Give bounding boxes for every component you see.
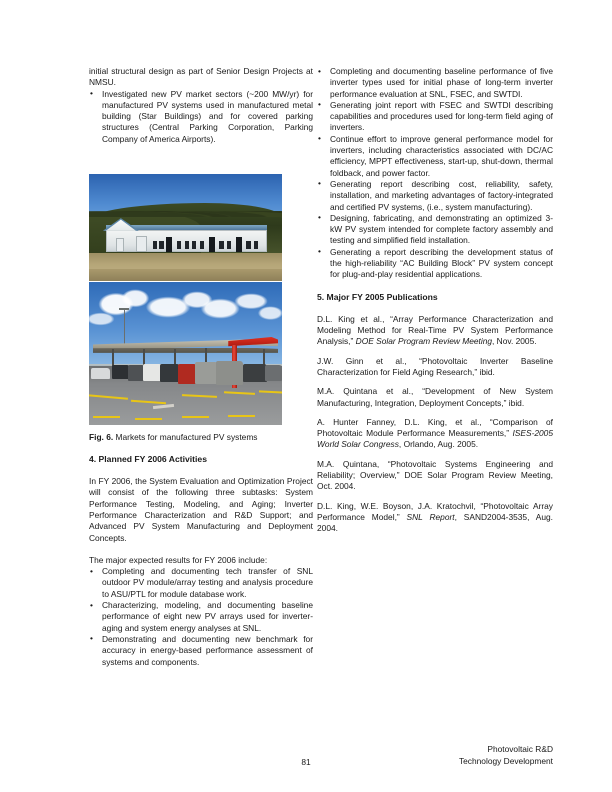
list-item: • Investigated new PV market sectors (~200 MW/yr) for manufactured PV systems used in manufactured metal building (Star Buildings) and for covered parking structures (Central Parking Corporation, Parking Company of America Airports). — [89, 89, 313, 145]
parking-stripe — [182, 416, 209, 418]
list-item: • Generating joint report with FSEC and SWTDI describing capabilities and procedures used for long-term field aging of inverters. — [317, 100, 553, 134]
vehicle — [112, 365, 129, 379]
continued-paragraph: initial structural design as part of Senior Design Projects at NMSU. — [89, 66, 313, 88]
list-item: • Generating report describing cost, reliability, safety, installation, and marketing advantages of factory-integrated and certified PV systems, (i.e., system manufacturing). — [317, 179, 553, 213]
reference-list — [317, 314, 553, 535]
building-bay-door — [209, 237, 215, 252]
list-item: • Completing and documenting baseline performance of five inverter types used for initial phase of long-term inverter performance evaluation at SNL, FSEC, and SWTDI. — [317, 66, 553, 100]
treeline — [89, 207, 282, 217]
building-door — [116, 238, 124, 252]
parking-stripe — [93, 416, 120, 418]
reference-entry — [317, 356, 553, 379]
building-bay-door — [166, 237, 172, 252]
photo-metal-building — [89, 174, 282, 281]
building-window — [254, 241, 258, 248]
reference-text: D.L. King et al., “Array Performance Characterization and Modeling Method for Real-Time PV System Performance Analysis,” — [317, 313, 553, 347]
building-window — [192, 241, 196, 248]
reference-italic: SNL Report — [406, 511, 455, 522]
vehicle — [195, 362, 218, 383]
figure-caption — [89, 432, 313, 443]
reference-entry — [317, 417, 553, 451]
list-item: • Demonstrating and documenting new benchmark for accuracy in energy-based performance assessment of systems and components. — [89, 634, 313, 668]
building-window — [153, 241, 157, 248]
list-item: • Generating a report describing the development status of the high-reliability “AC Building Block” PV system concept for plug-and-play residential applications. — [317, 247, 553, 281]
reference-text: A. Hunter Fanney, D.L. King, et al., “Comparison of Photovoltaic Module Performance Measurements,” — [317, 416, 553, 439]
reference-entry — [317, 501, 553, 535]
building-door — [136, 236, 147, 252]
building-bay-door — [236, 237, 242, 252]
page-number: 81 — [301, 757, 311, 767]
ground-foreground — [89, 269, 282, 281]
vehicle — [243, 364, 266, 383]
reference-entry — [317, 459, 553, 493]
reference-text: J.W. Ginn et al., “Photovoltaic Inverter Baseline Characterization for Field Aging Research,” ibid. — [317, 355, 553, 377]
vehicle — [160, 364, 179, 383]
list-item: • Designing, fabricating, and demonstrating an optimized 3-kW PV system intended for complete factory assembly and testing and simplified field installation. — [317, 213, 553, 247]
right-column — [317, 66, 553, 535]
building-window — [185, 241, 189, 248]
right-bullet-list — [317, 66, 553, 281]
list-item: • Continue effort to improve general performance model for inverters, including characteristics associated with DC/AC efficiency, MPPT effectiveness, start-up, shut-down, thermal foldback, and power factor. — [317, 134, 553, 179]
reference-text: D.L. King, W.E. Boyson, J.A. Kratochvil, “Photovoltaic Array Performance Model,” — [317, 500, 553, 522]
left-column — [89, 66, 313, 145]
building-window — [219, 241, 223, 248]
reference-text: M.A. Quintana, “Photovoltaic Systems Engineering and Reliability; Overview,” DOE Solar Program Review Meeting, Oct. 2004. — [317, 458, 553, 492]
reference-text: M.A. Quintana et al., “Development of New System Manufacturing, Integration, Deployment Concepts,” ibid. — [317, 386, 553, 408]
list-item: • Completing and documenting tech transfer of SNL outdoor PV module/array testing and analysis procedure to ASU/PTL for module database work. — [89, 566, 313, 600]
left-bullet-list-top — [89, 89, 313, 145]
left-bullet-list-bottom — [89, 566, 313, 668]
list-item: • Characterizing, modeling, and documenting baseline performance of eight new PV arrays used for inverter-aging and system energy analyses at SNL. — [89, 600, 313, 634]
reference-italic: ISES-2005 World Solar Congress — [317, 428, 553, 450]
section-heading-publications: 5. Major FY 2005 Publications — [317, 291, 438, 302]
figure-caption-text: Markets for manufactured PV systems — [115, 432, 258, 442]
reference-text-end: , Orlando, Aug. 2005. — [398, 439, 479, 450]
reference-text-end: , Nov. 2005. — [492, 336, 537, 347]
left-column-lower — [89, 432, 313, 668]
reference-entry — [317, 314, 553, 348]
building-window — [227, 241, 231, 248]
canopy-underside — [93, 348, 278, 353]
reference-text-end: , SAND2004-3535, Aug. 2004. — [317, 511, 553, 534]
reference-entry — [317, 386, 553, 409]
building-window — [177, 241, 181, 248]
vehicle — [265, 365, 282, 381]
footer-line-2: Technology Development — [458, 755, 553, 766]
photo-covered-parking — [89, 282, 282, 425]
parking-stripe — [228, 415, 255, 417]
building-window — [200, 241, 204, 248]
section-heading-planned-activities: 4. Planned FY 2006 Activities — [89, 453, 207, 464]
parking-stripe — [135, 418, 162, 420]
reference-italic: DOE Solar Program Review Meeting — [355, 336, 493, 347]
vehicle — [216, 361, 243, 385]
building-window — [246, 241, 250, 248]
paragraph-fy2006-subtasks: In FY 2006, the System Evaluation and Optimization Project will consist of the following three subtasks: System Performance Testing, Modeling, and Aging; Inverter Performance Characterization and R&D Support; and Advanced PV System Manufacturing and Deployment Concepts. — [89, 476, 313, 543]
footer-line-1: Photovoltaic R&D — [487, 744, 553, 754]
building-window — [159, 241, 163, 248]
figure-caption-label: Fig. 6. — [89, 432, 114, 442]
figure-6 — [89, 174, 282, 425]
paragraph-expected-results: The major expected results for FY 2006 include: — [89, 554, 268, 565]
vehicle — [91, 368, 110, 379]
